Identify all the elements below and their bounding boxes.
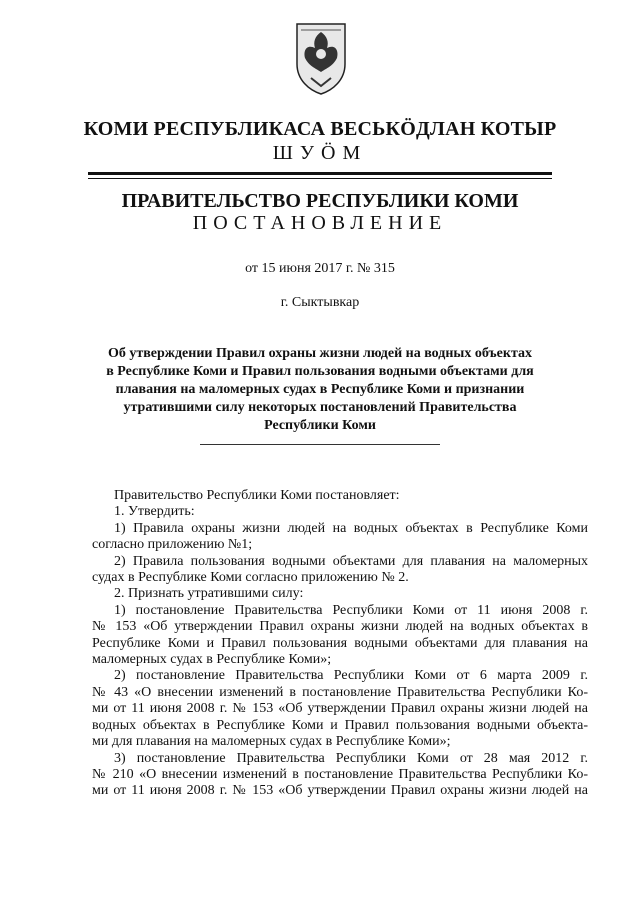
komi-decree-word: ШУÖМ xyxy=(272,142,368,164)
decree-body xyxy=(92,488,588,800)
heading-line: утратившими силу некоторых постановлений Правительства xyxy=(123,400,517,415)
header-divider-thick xyxy=(88,172,552,175)
body-line: 3) постановление Правительства Республики Коми от 28 мая 2012 г. xyxy=(114,750,588,766)
body-line: 1. Утвердить: xyxy=(114,504,195,520)
body-line: № 210 «О внесении изменений в постановление Правительства Республики Ко- xyxy=(92,766,588,782)
heading-line: плавания на маломерных судах в Республике Коми и признании xyxy=(115,382,525,397)
header-divider-thin xyxy=(88,178,552,179)
body-line: Республике Коми и Правил пользования водными объектами для плавания на xyxy=(92,635,588,651)
body-line: № 153 «Об утверждении Правил охраны жизни людей на водных объектах в xyxy=(92,619,588,635)
body-line: 1) постановление Правительства Республики Коми от 11 июня 2008 г. xyxy=(114,602,588,618)
document-type: ПОСТАНОВЛЕНИЕ xyxy=(192,212,448,234)
decree-date-number: от 15 июня 2017 г. № 315 xyxy=(245,261,395,276)
heading-line: Об утверждении Правил охраны жизни людей на водных объектах xyxy=(107,346,532,361)
komi-government-title: КОМИ РЕСПУБЛИКАСА ВЕСЬКÖДЛАН КОТЫР xyxy=(83,118,557,140)
body-line: 2) постановление Правительства Республики Коми от 6 марта 2009 г. xyxy=(114,668,588,684)
body-line: № 43 «О внесении изменений в постановление Правительства Республики Ко- xyxy=(92,684,588,700)
body-line: ми для плавания на маломерных судах в Республике Коми»; xyxy=(92,734,451,750)
body-line: маломерных судах в Республике Коми»; xyxy=(92,652,332,668)
body-line: судах в Республике Коми согласно приложению № 2. xyxy=(92,570,409,586)
decree-city: г. Сыктывкар xyxy=(280,295,360,310)
government-title: ПРАВИТЕЛЬСТВО РЕСПУБЛИКИ КОМИ xyxy=(121,190,519,212)
heading-line: Республики Коми xyxy=(264,418,376,433)
decree-heading xyxy=(90,345,550,435)
body-line: 2. Признать утратившими силу: xyxy=(114,586,304,602)
body-line: ми от 11 июня 2008 г. № 153 «Об утверждении Правил охраны жизни людей на xyxy=(92,701,588,717)
body-line: 2) Правила пользования водными объектами для плавания на маломерных xyxy=(114,553,588,569)
body-line: Правительство Республики Коми постановляет: xyxy=(114,488,400,503)
coat-of-arms-icon xyxy=(293,20,349,96)
body-line: водных объектах в Республике Коми и Правил пользования водными объекта- xyxy=(92,717,588,733)
body-line: 1) Правила охраны жизни людей на водных объектах в Республике Коми xyxy=(114,520,588,536)
body-line: ми от 11 июня 2008 г. № 153 «Об утверждении Правил охраны жизни людей на xyxy=(92,783,588,799)
heading-underline xyxy=(200,444,440,445)
body-line: согласно приложению №1; xyxy=(92,537,253,553)
heading-line: в Республике Коми и Правил пользования водными объектами для xyxy=(106,364,534,379)
